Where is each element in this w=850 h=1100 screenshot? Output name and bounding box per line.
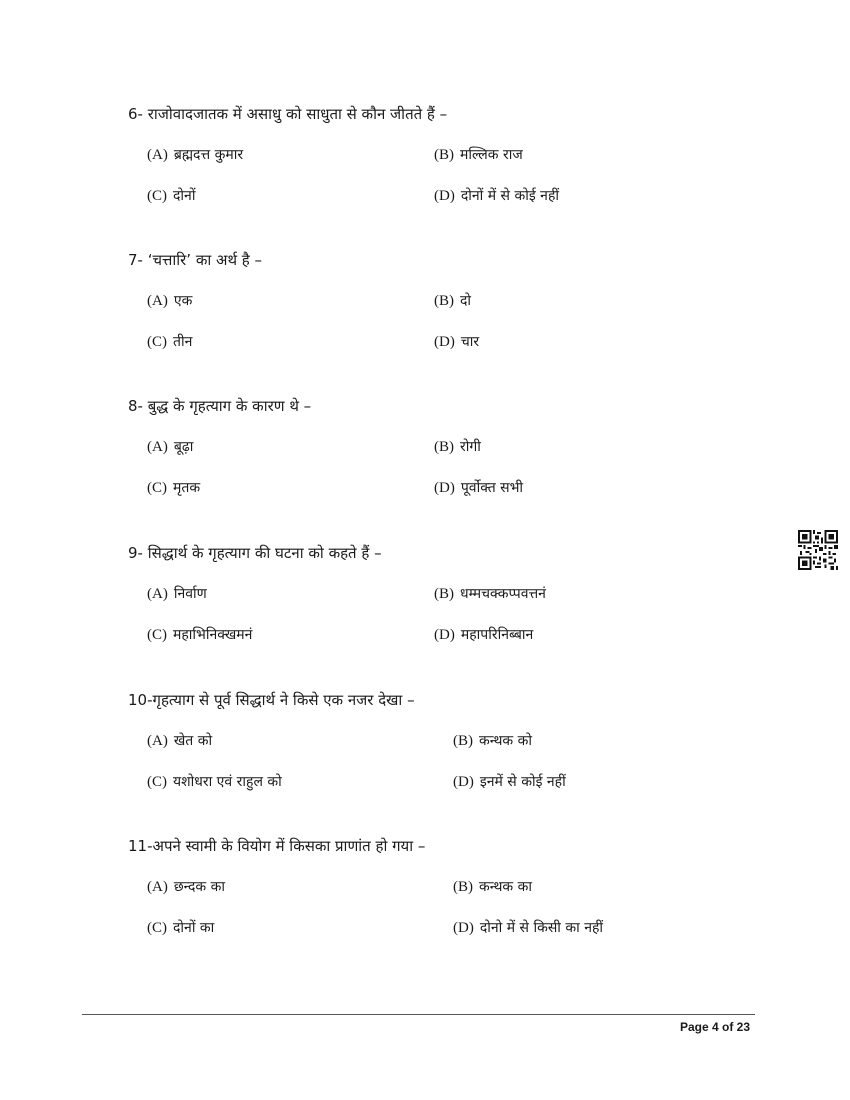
question-7 bbox=[128, 250, 728, 352]
options-row-1 bbox=[128, 584, 728, 604]
question-text: 6- राजोवादजातक में असाधु को साधुता से कौन जीतते हैं – bbox=[128, 105, 448, 123]
footer-divider bbox=[82, 1014, 755, 1015]
options-row-1 bbox=[128, 145, 728, 165]
options-row-2 bbox=[128, 772, 728, 792]
option-c: (C) मृतक bbox=[147, 480, 201, 496]
options-row-2 bbox=[128, 625, 728, 645]
options-row-1 bbox=[128, 291, 728, 311]
qr-code-icon bbox=[798, 530, 838, 570]
question-text: 7- ‘चत्तारि’ का अर्थ है – bbox=[128, 251, 263, 269]
option-a: (A) छन्दक का bbox=[147, 879, 225, 895]
option-a: (A) बूढ़ा bbox=[147, 439, 194, 455]
option-d: (D) महापरिनिब्बान bbox=[434, 627, 534, 643]
options-row-2 bbox=[128, 186, 728, 206]
option-d: (D) चार bbox=[434, 334, 480, 350]
option-b: (B) रोगी bbox=[434, 439, 481, 455]
options-row-1 bbox=[128, 437, 728, 457]
option-d: (D) पूर्वोक्त सभी bbox=[434, 480, 524, 496]
options-row-2 bbox=[128, 478, 728, 498]
option-a: (A) निर्वाण bbox=[147, 586, 207, 602]
option-a: (A) ब्रह्मदत्त कुमार bbox=[147, 147, 244, 163]
option-d: (D) दोनों में से कोई नहीं bbox=[434, 188, 560, 204]
question-text: 10-गृहत्याग से पूर्व सिद्धार्थ ने किसे एक नजर देखा – bbox=[128, 691, 415, 709]
options-row-1 bbox=[128, 877, 728, 897]
question-9 bbox=[128, 543, 728, 645]
option-b: (B) धम्मचक्कप्पवत्तनं bbox=[434, 586, 546, 602]
question-text: 11-अपने स्वामी के वियोग में किसका प्राणांत हो गया – bbox=[128, 837, 426, 855]
option-c: (C) दोनों का bbox=[147, 920, 215, 936]
option-b: (B) दो bbox=[434, 293, 472, 309]
option-c: (C) दोनों bbox=[147, 188, 196, 204]
question-10 bbox=[128, 690, 728, 792]
question-text: 8- बुद्ध के गृहत्याग के कारण थे – bbox=[128, 397, 312, 415]
option-b: (B) मल्लिक राज bbox=[434, 147, 523, 163]
question-6 bbox=[128, 104, 728, 206]
options-row-1 bbox=[128, 731, 728, 751]
option-a: (A) खेत को bbox=[147, 733, 213, 749]
option-b: (B) कन्थक का bbox=[453, 879, 533, 895]
options-row-2 bbox=[128, 332, 728, 352]
option-d: (D) इनमें से कोई नहीं bbox=[453, 774, 566, 790]
option-d: (D) दोनो में से किसी का नहीं bbox=[453, 920, 604, 936]
option-c: (C) तीन bbox=[147, 334, 193, 350]
option-b: (B) कन्थक को bbox=[453, 733, 533, 749]
question-11 bbox=[128, 836, 728, 938]
question-text: 9- सिद्धार्थ के गृहत्याग की घटना को कहते हैं – bbox=[128, 544, 382, 562]
option-a: (A) एक bbox=[147, 293, 193, 309]
option-c: (C) महाभिनिक्खमनं bbox=[147, 627, 253, 643]
options-row-2 bbox=[128, 918, 728, 938]
question-8 bbox=[128, 396, 728, 498]
page-number: Page 4 of 23 bbox=[679, 1020, 750, 1034]
option-c: (C) यशोधरा एवं राहुल को bbox=[147, 774, 282, 790]
